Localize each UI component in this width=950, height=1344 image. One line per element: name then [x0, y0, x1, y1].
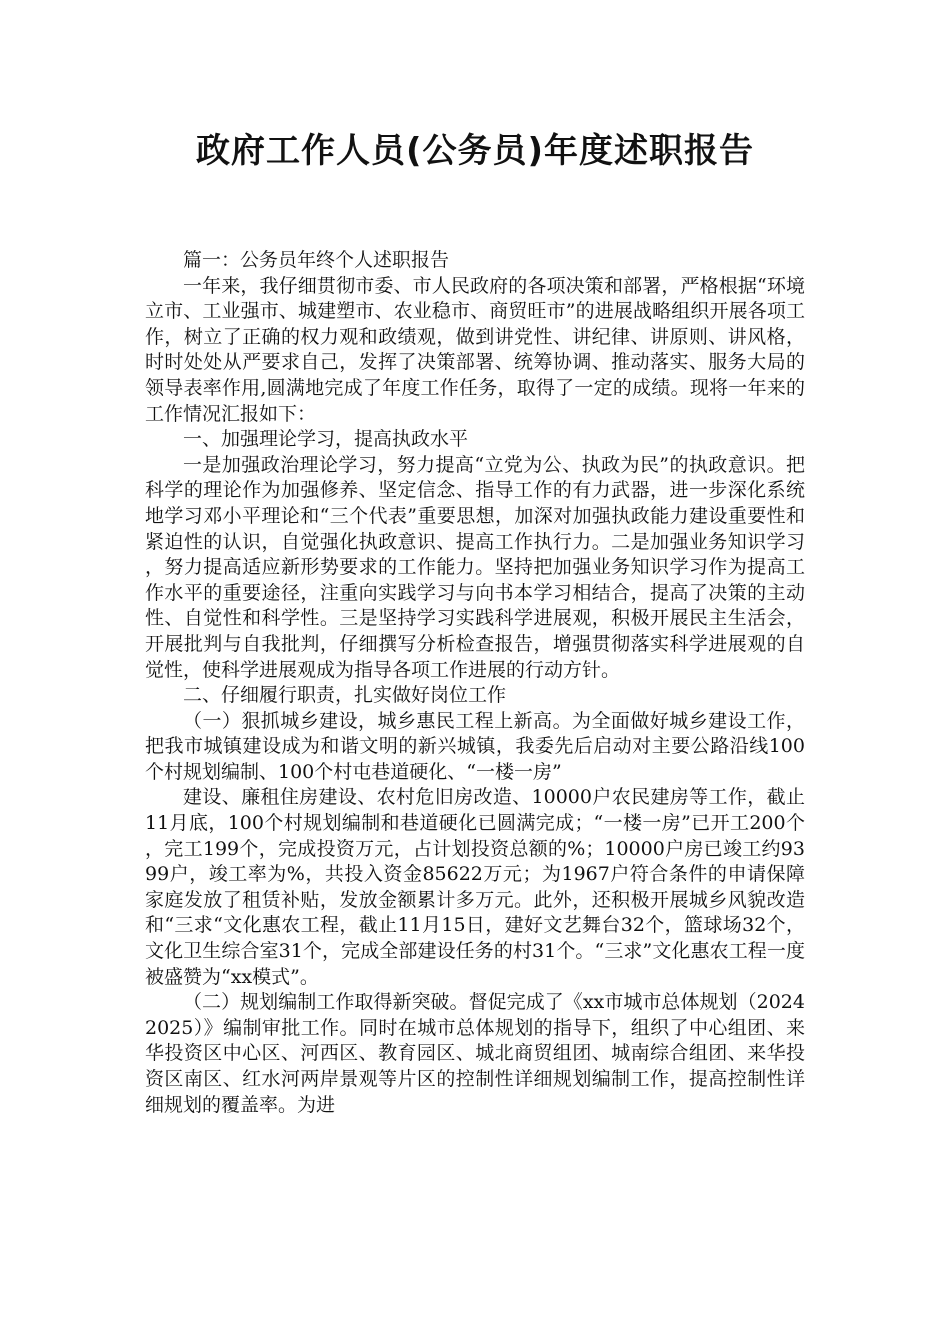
- paragraph-heading-duties: 二、仔细履行职责，扎实做好岗位工作: [183, 684, 507, 707]
- paragraph-theory-study: 一是加强政治理论学习，努力提高“立党为公、执政为民”的执政意识。把科学的理论作为加强修养、坚定信念、指导工作的有力武器，进一步深化系统地学习邓小平理论和“三个代表”重要思想，加深对加强执政能力建设重要性和紧迫性的认识，自觉强化执政意识、提高工作执行力。二是加强业务知识学习，努力提高适应新形势要求的工作能力。坚持把加强业务知识学习作为提高工作水平的重要途径，注重向实践学习与向书本学习相结合，提高了决策的主动性、自觉性和科学性。三是坚持学习实践科学进展观，积极开展民主生活会，开展批判与自我批判，仔细撰写分析检查报告，增强贯彻落实科学进展观的自觉性，使科学进展观成为指导各项工作进展的行动方针。: [145, 453, 805, 681]
- paragraph-urban-rural-construction: （一）狠抓城乡建设，城乡惠民工程上新高。为全面做好城乡建设工作，把我市城镇建设成为和谐文明的新兴城镇，我委先后启动对主要公路沿线100个村规划编制、100个村屯巷道硬化、“一楼一房”: [145, 709, 805, 783]
- paragraph-planning-breakthrough: （二）规划编制工作取得新突破。督促完成了《xx市城市总体规划（20242025）》编制审批工作。同时在城市总体规划的指导下，组织了中心组团、来华投资区中心区、河西区、教育园区、城北商贸组团、城南综合组团、来华投资区南区、红水河两岸景观等片区的控制性详细规划编制工作，提高控制性详细规划的覆盖率。为进: [145, 991, 805, 1116]
- paragraph-heading-theory: 一、加强理论学习，提高执政水平: [183, 428, 469, 451]
- document-body: [145, 248, 805, 1118]
- paragraph-section-heading: 篇一：公务员年终个人述职报告: [183, 249, 450, 271]
- paragraph-intro: 一年来，我仔细贯彻市委、市人民政府的各项决策和部署，严格根据“环境立市、工业强市、城建塑市、农业稳市、商贸旺市”的进展战略组织开展各项工作，树立了正确的权力观和政绩观，做到讲党性、讲纪律、讲原则、讲风格，时时处处从严要求自己，发挥了决策部署、统筹协调、推动落实、服务大局的领导表率作用,圆满地完成了年度工作任务，取得了一定的成绩。现将一年来的工作情况汇报如下：: [145, 274, 805, 425]
- paragraph-construction-progress: 建设、廉租住房建设、农村危旧房改造、10000户农民建房等工作，截止11月底，100个村规划编制和巷道硬化已圆满完成；“一楼一房”已开工200个，完工199个，完成投资万元，占计划投资总额的%；10000户房已竣工约9399户，竣工率为%，共投入资金85622万元；为1967户符合条件的申请保障家庭发放了租赁补贴，发放金额累计多万元。此外，还积极开展城乡风貌改造和“三求“文化惠农工程，截止11月15日，建好文艺舞台32个，篮球场32个，文化卫生综合室31个，完成全部建设任务的村31个。“三求”文化惠农工程一度被盛赞为“xx模式”。: [145, 786, 805, 988]
- document-title: 政府工作人员(公务员)年度述职报告: [195, 131, 755, 171]
